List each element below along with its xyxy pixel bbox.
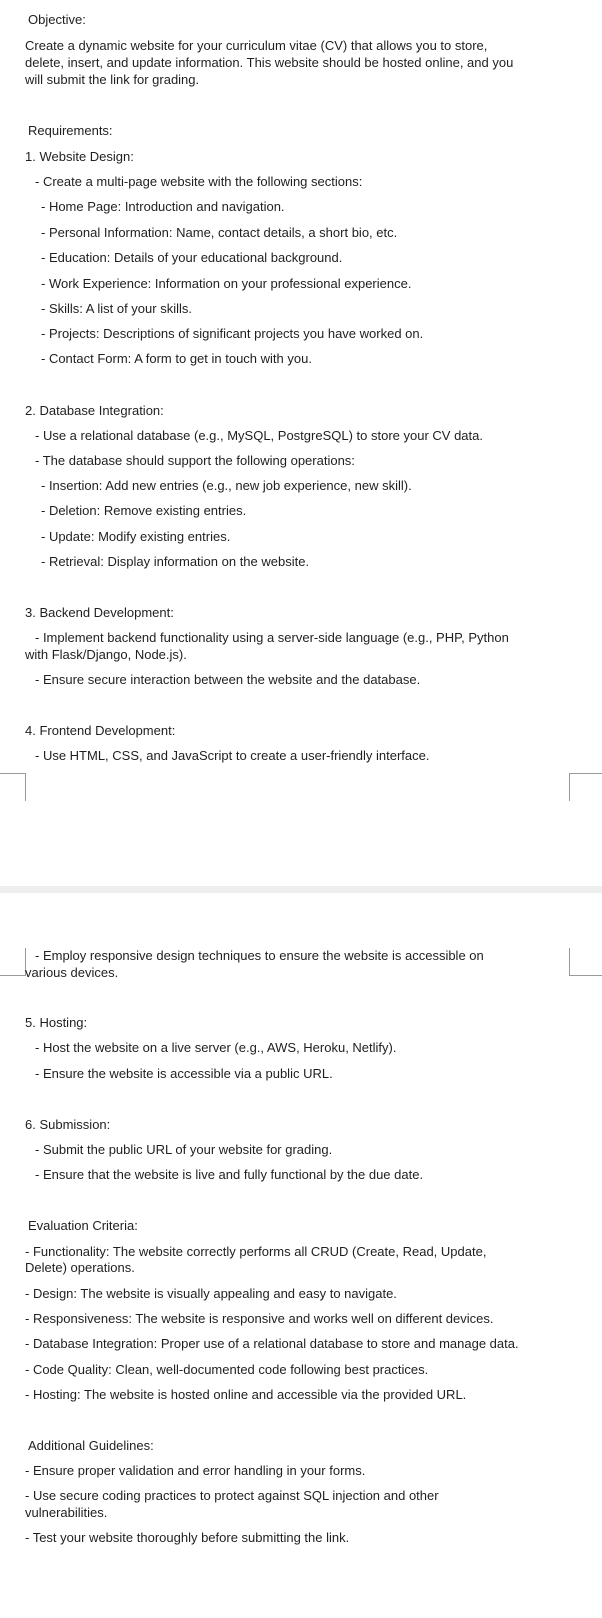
section-heading-website-design: 1. Website Design: xyxy=(25,149,134,164)
list-item: - Skills: A list of your skills. xyxy=(41,301,192,316)
frontend-line: various devices. xyxy=(25,965,119,980)
objective-text-line: Create a dynamic website for your curriculum vitae (CV) that allows you to store, xyxy=(25,38,488,53)
section-heading-hosting: 5. Hosting: xyxy=(25,1015,88,1030)
section-heading-backend: 3. Backend Development: xyxy=(25,605,174,620)
hosting-line: - Ensure the website is accessible via a public URL. xyxy=(35,1066,333,1081)
list-item: - Projects: Descriptions of significant projects you have worked on. xyxy=(41,326,424,341)
objective-text-line: will submit the link for grading. xyxy=(25,72,200,87)
list-item: - Update: Modify existing entries. xyxy=(41,529,231,544)
page-corner-mark xyxy=(0,948,26,976)
objective-text-line: delete, insert, and update information. This website should be hosted online, and you xyxy=(25,55,514,70)
list-item: - Code Quality: Clean, well-documented code following best practices. xyxy=(25,1362,429,1377)
frontend-line: - Employ responsive design techniques to ensure the website is accessible on xyxy=(35,948,484,963)
page-break xyxy=(0,886,602,893)
list-item: - Responsiveness: The website is responsive and works well on different devices. xyxy=(25,1311,494,1326)
frontend-line: - Use HTML, CSS, and JavaScript to create a user-friendly interface. xyxy=(35,748,430,763)
objective-heading: Objective: xyxy=(28,12,86,27)
evaluation-line: Delete) operations. xyxy=(25,1260,135,1275)
list-item: - Education: Details of your educational background. xyxy=(41,250,343,265)
section-heading-submission: 6. Submission: xyxy=(25,1117,111,1132)
website-design-intro: - Create a multi-page website with the following sections: xyxy=(35,174,363,189)
evaluation-heading: Evaluation Criteria: xyxy=(28,1218,138,1233)
list-item: - Contact Form: A form to get in touch with you. xyxy=(41,351,312,366)
requirements-heading: Requirements: xyxy=(28,123,113,138)
database-line: - Use a relational database (e.g., MySQL, PostgreSQL) to store your CV data. xyxy=(35,428,483,443)
submission-line: - Ensure that the website is live and fully functional by the due date. xyxy=(35,1167,424,1182)
guidelines-heading: Additional Guidelines: xyxy=(28,1438,154,1453)
evaluation-line: - Functionality: The website correctly performs all CRUD (Create, Read, Update, xyxy=(25,1244,487,1259)
guideline-line: - Test your website thoroughly before submitting the link. xyxy=(25,1530,350,1545)
page-corner-mark xyxy=(0,773,26,801)
list-item: - Retrieval: Display information on the website. xyxy=(41,554,310,569)
database-line: - The database should support the following operations: xyxy=(35,453,355,468)
backend-line: with Flask/Django, Node.js). xyxy=(25,647,187,662)
backend-line: - Implement backend functionality using a server-side language (e.g., PHP, Python xyxy=(35,630,509,645)
list-item: - Database Integration: Proper use of a relational database to store and manage data. xyxy=(25,1336,519,1351)
list-item: - Design: The website is visually appealing and easy to navigate. xyxy=(25,1286,397,1301)
list-item: - Work Experience: Information on your professional experience. xyxy=(41,276,412,291)
section-heading-frontend: 4. Frontend Development: xyxy=(25,723,176,738)
list-item: - Personal Information: Name, contact details, a short bio, etc. xyxy=(41,225,398,240)
list-item: - Deletion: Remove existing entries. xyxy=(41,503,247,518)
list-item: - Insertion: Add new entries (e.g., new job experience, new skill). xyxy=(41,478,412,493)
list-item: - Home Page: Introduction and navigation. xyxy=(41,199,285,214)
guideline-line: - Ensure proper validation and error handling in your forms. xyxy=(25,1463,366,1478)
hosting-line: - Host the website on a live server (e.g., AWS, Heroku, Netlify). xyxy=(35,1040,397,1055)
list-item: - Hosting: The website is hosted online and accessible via the provided URL. xyxy=(25,1387,467,1402)
backend-line: - Ensure secure interaction between the website and the database. xyxy=(35,672,421,687)
section-heading-database: 2. Database Integration: xyxy=(25,403,164,418)
page-corner-mark xyxy=(569,773,602,801)
submission-line: - Submit the public URL of your website for grading. xyxy=(35,1142,333,1157)
guideline-line: - Use secure coding practices to protect against SQL injection and other xyxy=(25,1488,439,1503)
page-corner-mark xyxy=(569,948,602,976)
guideline-line: vulnerabilities. xyxy=(25,1505,108,1520)
